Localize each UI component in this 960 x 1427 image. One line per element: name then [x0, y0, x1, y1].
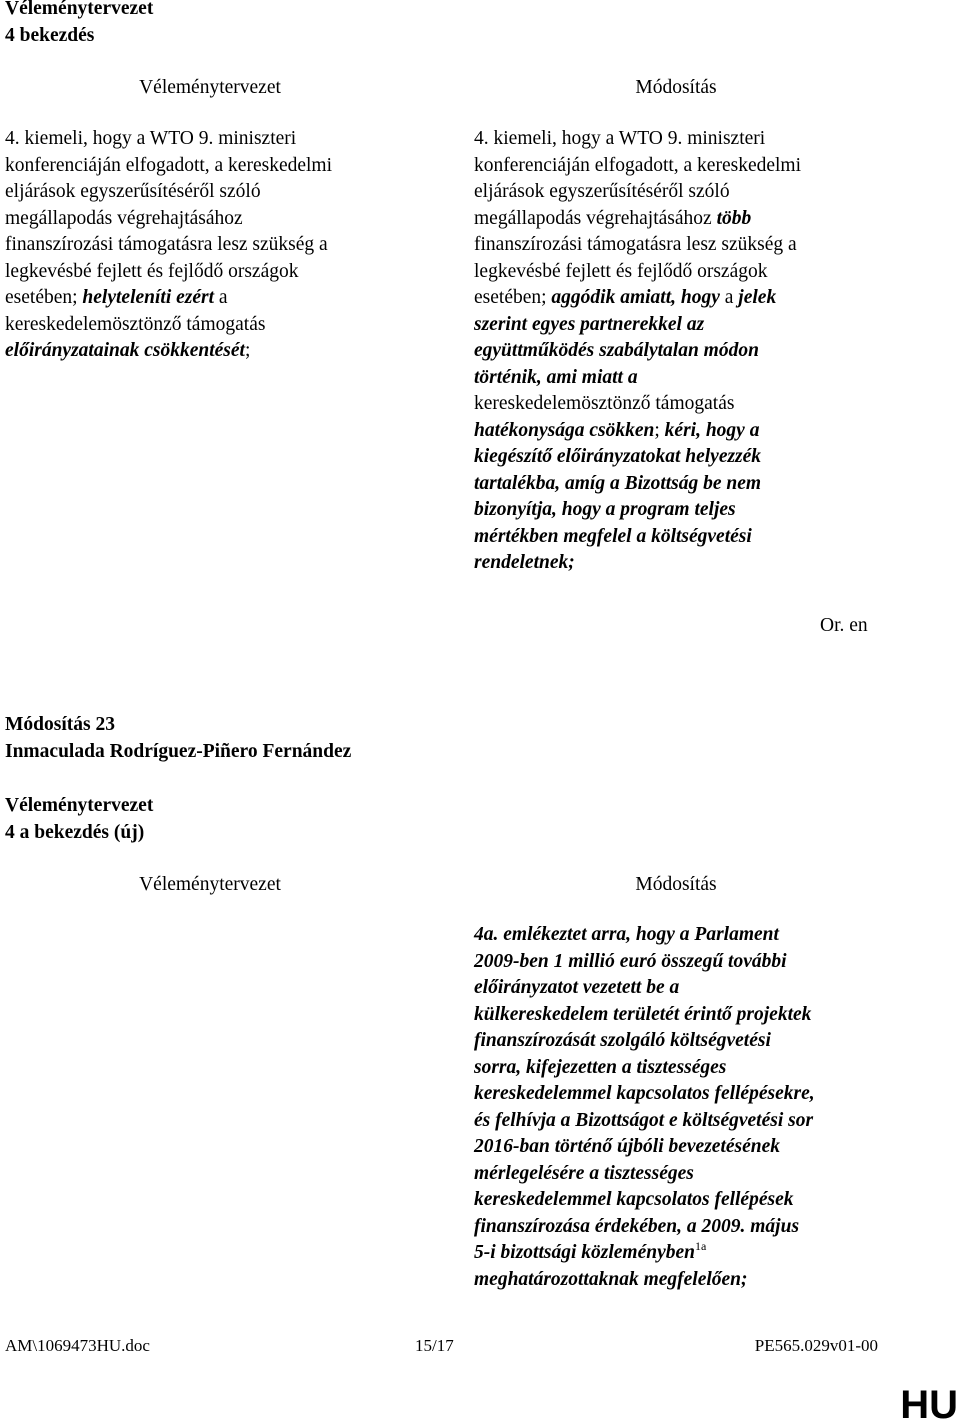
text-run: hatékonysága csökken: [474, 419, 655, 441]
text-line: [474, 1081, 904, 1108]
text-run: finanszírozási támogatásra lesz szükség a: [5, 234, 328, 255]
text-line: [474, 1267, 904, 1294]
text-run: előirányzatainak csökkentését: [5, 340, 245, 361]
text-line: [474, 1002, 904, 1029]
text-run: helyteleníti ezért: [82, 287, 215, 308]
text-run: 2009-ben 1 millió euró összegű további: [474, 950, 787, 972]
text-line: [474, 259, 904, 286]
text-run: megállapodás végrehajtásához: [5, 207, 243, 229]
text-run: kereskedelemmel kapcsolatos fellépésekre,: [474, 1083, 815, 1104]
footer-page-number: 15/17: [415, 1336, 454, 1355]
text-line: [474, 1214, 904, 1241]
text-run: jelek: [738, 287, 777, 308]
text-line: [474, 126, 904, 153]
text-line: [474, 1028, 904, 1055]
text-run: kéri, hogy a: [664, 419, 760, 441]
text-run: kereskedelemmel kapcsolatos fellépések: [474, 1189, 794, 1210]
text-line: [474, 550, 904, 577]
text-line: [5, 338, 435, 365]
amendment-title: Módosítás 23: [5, 714, 115, 735]
am23-right-column-heading: Módosítás: [635, 874, 717, 895]
text-run: bizonyítja, hogy a program teljes: [474, 499, 736, 520]
footer-filename: AM\1069473HU.doc: [5, 1336, 150, 1355]
text-run: kereskedelemösztönző támogatás: [474, 393, 735, 414]
text-line: [474, 153, 904, 180]
text-run: 4a. emlékeztet arra, hogy a Parlament: [474, 924, 779, 945]
amendment-author: Inmaculada Rodríguez-Piñero Fernández: [5, 741, 352, 762]
text-run: konferenciáján elfogadott, a kereskedelmi: [474, 154, 802, 176]
text-run: mértékben megfelel a költségvetési: [474, 525, 752, 547]
text-run: a: [719, 287, 739, 308]
text-line: [474, 524, 904, 551]
header-paragraph: 4 bekezdés: [5, 24, 95, 46]
text-line: [474, 1240, 904, 1267]
text-line: [474, 497, 904, 524]
footer-reference: PE565.029v01-00: [754, 1336, 878, 1355]
text-line: [5, 312, 435, 339]
left-column-heading: Véleménytervezet: [139, 77, 281, 98]
text-run: tartalékba, amíg a Bizottság be nem: [474, 472, 762, 494]
text-run: esetében;: [5, 287, 83, 308]
text-run: finanszírozását szolgáló költségvetési: [474, 1030, 771, 1051]
text-run: aggódik amiatt, hogy: [551, 287, 720, 308]
text-line: [5, 179, 435, 206]
text-line: [474, 206, 904, 233]
text-line: [474, 312, 904, 339]
am23-left-column-heading: Véleménytervezet: [139, 874, 281, 895]
text-run: esetében;: [474, 287, 552, 308]
text-run: ;: [654, 419, 665, 441]
language-code: HU: [900, 1383, 958, 1427]
text-run: 4. kiemeli, hogy a WTO 9. miniszteri: [5, 128, 297, 149]
doc-header: [5, 0, 153, 49]
text-line: [474, 1187, 904, 1214]
text-run: együttműködés szabálytalan módon: [474, 340, 759, 361]
text-line: [474, 391, 904, 418]
header-title: Véleménytervezet: [5, 0, 154, 19]
text-line: [474, 471, 904, 498]
text-run: 5-i bizottsági közleményben: [474, 1242, 695, 1263]
text-run: történik, ami miatt a: [474, 366, 638, 388]
text-line: [474, 1108, 904, 1135]
text-run: külkereskedelem területét érintő projektek: [474, 1003, 812, 1025]
text-run: előirányzatot vezetett be a: [474, 977, 680, 998]
text-run: eljárások egyszerűsítéséről szóló: [5, 181, 261, 202]
text-line: [474, 949, 904, 976]
am23-right-text: [474, 922, 904, 1293]
text-line: [5, 285, 435, 312]
original-language: Or. en: [820, 615, 868, 636]
text-run: szerint egyes partnerekkel az: [474, 313, 705, 335]
text-run: 4. kiemeli, hogy a WTO 9. miniszteri: [474, 128, 766, 149]
am22-right-text: [474, 126, 904, 577]
text-run: meghatározottaknak megfelelően;: [474, 1268, 748, 1290]
text-run: sorra, kifejezetten a tisztességes: [474, 1056, 727, 1078]
amendment-doc: Véleménytervezet: [5, 795, 154, 816]
text-run: mérlegelésére a tisztességes: [474, 1162, 694, 1184]
text-line: [474, 232, 904, 259]
text-line: [474, 1134, 904, 1161]
amendment-paragraph: 4 a bekezdés (új): [5, 822, 145, 843]
text-run: megállapodás végrehajtásához: [474, 207, 717, 229]
footnote-marker: 1a: [695, 1238, 707, 1253]
text-run: rendeletnek;: [474, 552, 575, 573]
text-line: [5, 153, 435, 180]
text-line: [474, 975, 904, 1002]
text-run: konferenciáján elfogadott, a kereskedelmi: [5, 154, 333, 176]
text-run: kereskedelemösztönző támogatás: [5, 313, 266, 335]
text-line: [5, 232, 435, 259]
text-line: [474, 418, 904, 445]
am22-left-text: [5, 126, 435, 365]
text-line: [474, 1055, 904, 1082]
text-line: [474, 179, 904, 206]
text-run: eljárások egyszerűsítéséről szóló: [474, 181, 730, 202]
text-run: ;: [244, 340, 251, 361]
text-line: [474, 444, 904, 471]
text-line: [474, 338, 904, 365]
text-run: a: [214, 287, 228, 308]
text-line: [474, 285, 904, 312]
text-run: kiegészítő előirányzatokat helyezzék: [474, 446, 762, 467]
text-line: [5, 259, 435, 286]
text-line: [474, 365, 904, 392]
text-line: [5, 206, 435, 233]
text-run: és felhívja a Bizottságot e költségvetési sor: [474, 1109, 814, 1131]
text-run: finanszírozása érdekében, a 2009. május: [474, 1215, 800, 1237]
text-run: finanszírozási támogatásra lesz szükség a: [474, 234, 797, 255]
text-line: [474, 922, 904, 949]
right-column-heading: Módosítás: [635, 77, 717, 98]
text-line: [5, 126, 435, 153]
text-run: több: [716, 207, 752, 229]
text-run: legkevésbé fejlett és fejlődő országok: [5, 260, 299, 282]
text-run: legkevésbé fejlett és fejlődő országok: [474, 260, 768, 282]
text-run: 2016-ban történő újbóli bevezetésének: [474, 1136, 781, 1157]
text-line: [474, 1161, 904, 1188]
